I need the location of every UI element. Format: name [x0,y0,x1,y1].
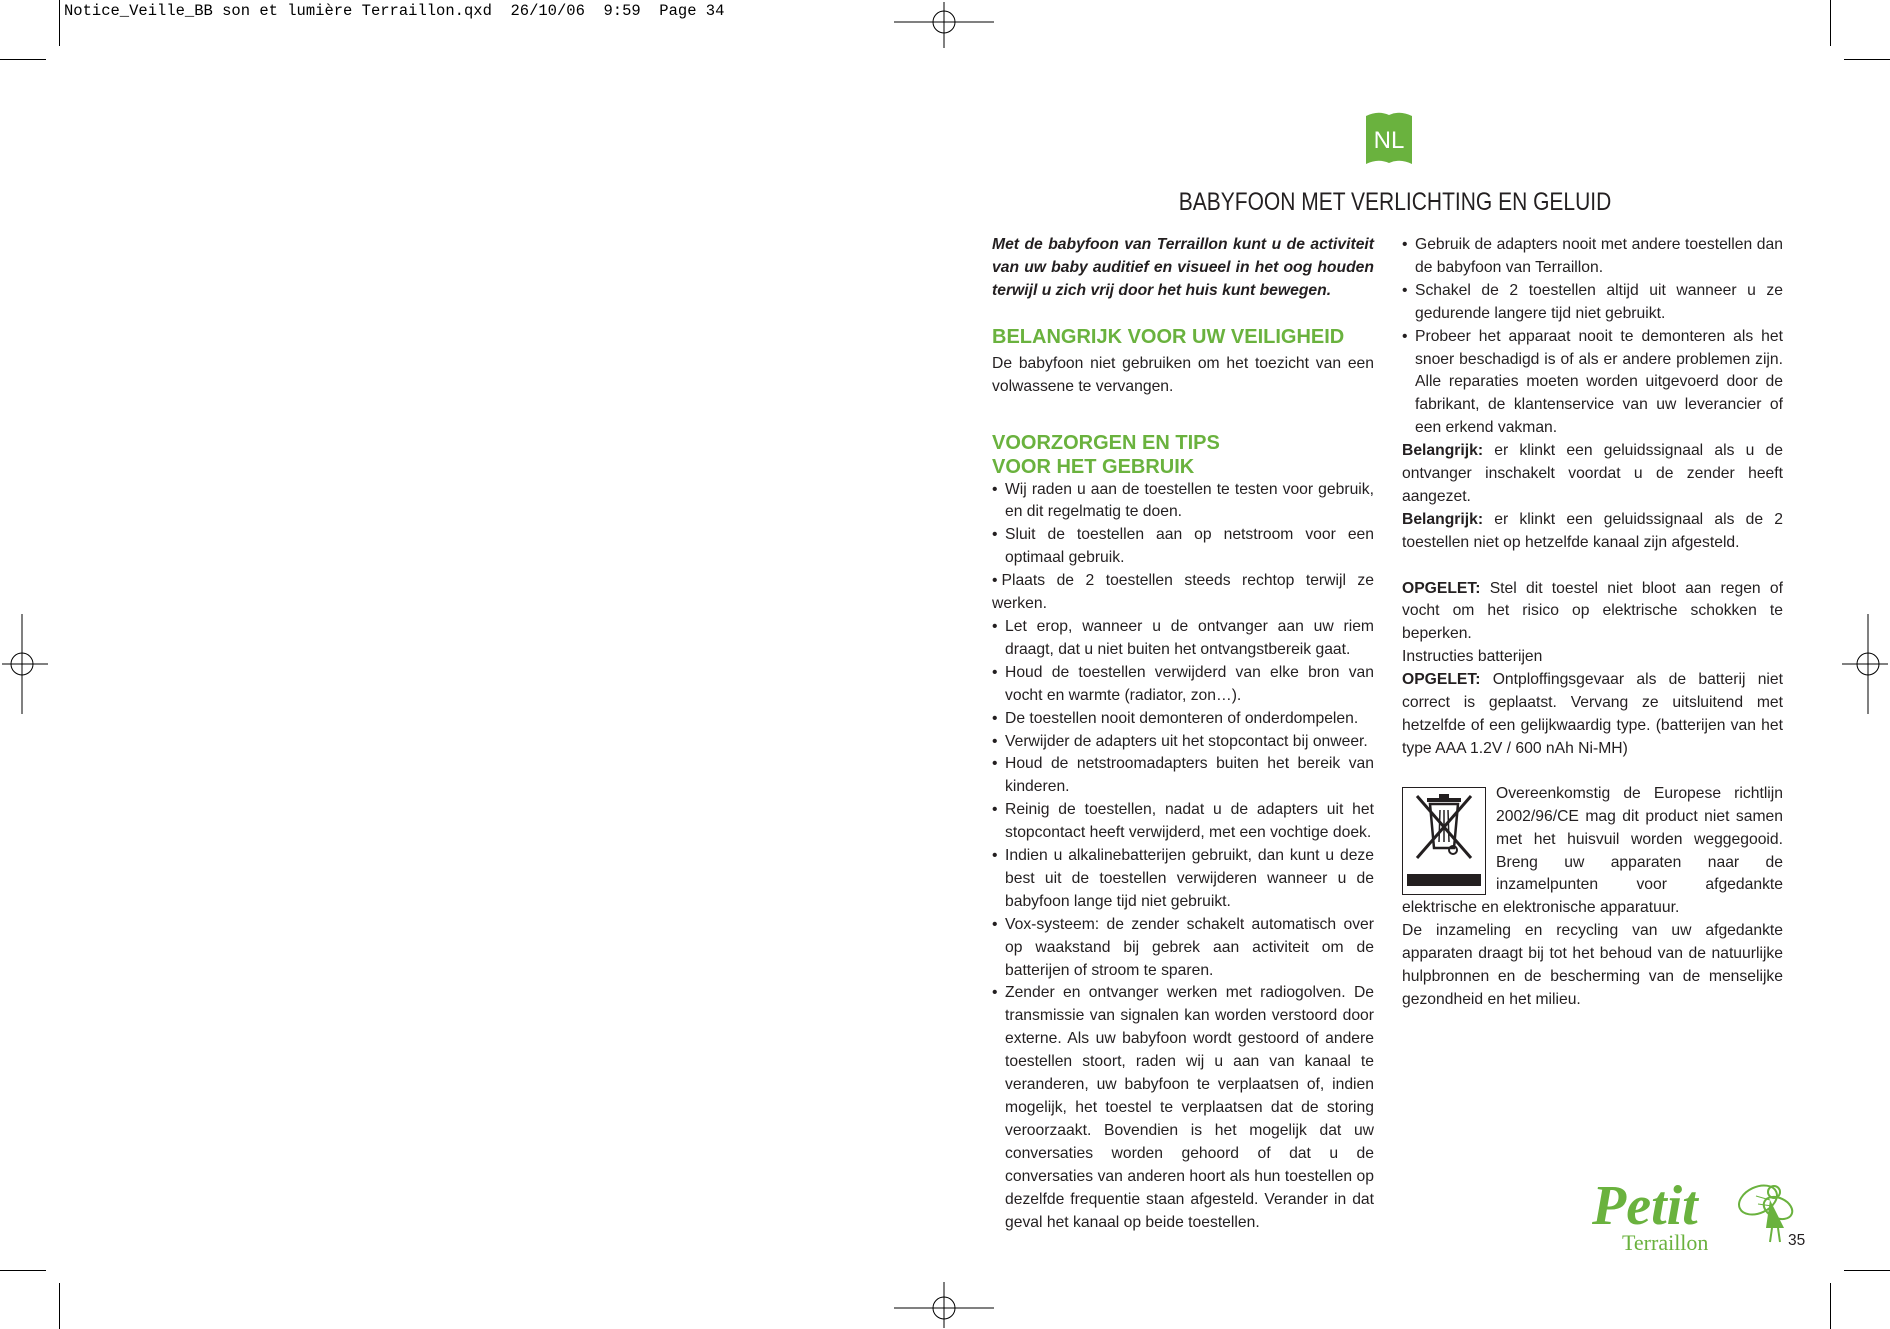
list-item: • Vox-systeem: de zender schakelt automatisch over op waakstand bij gebrek aan activiteit om de batterijen of stroom te sparen. [992,914,1374,983]
warning-label: OPGELET: [1402,579,1481,597]
brand-logo-petit: Petit [1592,1175,1698,1237]
crossed-bin-icon [1403,788,1485,894]
important-label: Belangrijk: [1402,510,1484,528]
warning-text: Stel dit toestel niet bloot aan regen of vocht om het risico op elektrische schokken te beperken. [1402,579,1783,643]
language-badge [1364,110,1414,166]
list-item: • Reinig de toestellen, nadat u de adapters uit het stopcontact heeft verwijderd, met een vochtige doek. [992,799,1374,845]
crop-mark [0,59,46,60]
left-column [992,234,1374,1234]
intro-text: Met de babyfoon van Terraillon kunt u de activiteit van uw baby auditief en visueel in het oog houden terwijl u zich vrij door het huis kunt bewegen. [992,236,1374,299]
important-note-2 [1402,509,1783,555]
list-item: • Let erop, wanneer u de ontvanger aan uw riem draagt, dat u niet buiten het ontvangstbereik gaat. [992,616,1374,662]
weee-symbol [1402,787,1486,895]
registration-mark-top [894,2,994,48]
registration-mark-right [1842,614,1888,714]
list-item: • Houd de toestellen verwijderd van elke bron van vocht en warmte (radiator, zon…). [992,662,1374,708]
file-slug: Notice_Veille_BB son et lumière Terraillon.qxd 26/10/06 9:59 Page 34 [64,2,725,20]
important-text: er klinkt een geluidssignaal als de 2 toestellen niet op hetzelfde kanaal zijn afgesteld. [1402,510,1783,551]
list-item-text: Plaats de 2 toestellen steeds rechtop terwijl ze werken. [992,572,1374,613]
tips-heading [992,431,1374,479]
safety-heading: BELANGRIJK VOOR UW VEILIGHEID [992,325,1345,348]
tips-heading-line2: VOOR HET GEBRUIK [992,455,1195,478]
warning-text: Ontploffingsgevaar als de batterij niet correct is geplaatst. Vervang ze uitsluitend met hetzelfde of een gelijkwaardig type. (batterijen van het type AAA 1.2V / 600 nAh Ni-MH) [1402,671,1783,757]
registration-mark-bottom [894,1282,994,1328]
brand-logo-terraillon: Terraillon [1622,1230,1709,1255]
right-tips-list [1402,234,1783,440]
warning-note-1 [1402,578,1783,647]
crop-mark [1844,1270,1890,1271]
list-item: • Sluit de toestellen aan op netstroom voor een optimaal gebruik. [992,524,1374,570]
weee-text: Overeenkomstig de Europese richtlijn 2002/96/CE mag dit product niet samen met het huisvuil worden weggegooid. Breng uw apparaten naar de inzamelpunten voor afgedankte elektrische en elektronische apparatuur. [1402,784,1783,917]
crop-mark [1844,59,1890,60]
crop-mark [1830,0,1831,46]
page-number: 35 [1788,1232,1806,1249]
batteries-heading: Instructies batterijen [1402,648,1543,666]
crop-mark [1830,1283,1831,1329]
recycling-text: De inzameling en recycling van uw afgedankte apparaten draagt bij tot het behoud van de natuurlijke hulpbronnen en de bescherming van de menselijke gezondheid en het milieu. [1402,922,1783,1008]
list-item: • Schakel de 2 toestellen altijd uit wanneer u ze gedurende langere tijd niet gebruikt. [1402,280,1783,326]
warning-label: OPGELET: [1402,671,1481,689]
page-title: BABYFOON MET VERLICHTING EN GELUID [1178,188,1612,216]
list-item: • Gebruik de adapters nooit met andere toestellen dan de babyfoon van Terraillon. [1402,234,1783,280]
list-item: • De toestellen nooit demonteren of onderdompelen. [992,708,1374,731]
important-note-1 [1402,440,1783,509]
crop-mark [59,1283,60,1329]
brand-logo [1590,1170,1800,1256]
tips-list [992,479,1374,1235]
safety-text: De babyfoon niet gebruiken om het toezicht van een volwassene te vervangen. [992,354,1374,395]
list-item: • Plaats de 2 toestellen steeds rechtop terwijl ze werken. [992,572,1374,613]
list-item: • Verwijder de adapters uit het stopcontact bij onweer. [992,731,1374,754]
crop-mark [59,0,60,46]
list-item: • Zender en ontvanger werken met radiogolven. De transmissie van signalen kan worden verstoord door externe. Als uw babyfoon wordt gestoord of andere toestellen stoort, raden wij u aan van kanaal te veranderen, uw babyfoon te verplaatsen of, indien mogelijk, het toestel te verplaatsen dat de storing veroorzaakt. Bovendien is het mogelijk dat uw conversaties worden gehoord of dat u de conversaties van anderen hoort als hun toestellen op dezelfde frequentie staan afgesteld. Verander in dat geval het kanaal op beide toestellen. [992,982,1374,1234]
fairy-icon [1734,1180,1795,1242]
tips-heading-line1: VOORZORGEN EN TIPS [992,431,1220,454]
crop-mark [0,1270,46,1271]
list-item: • Wij raden u aan de toestellen te testen voor gebruik, en dit regelmatig te doen. [992,479,1374,525]
list-item: • Indien u alkalinebatterijen gebruikt, dan kunt u deze best uit de toestellen verwijderen wanneer u de babyfoon lange tijd niet gebruikt. [992,845,1374,914]
list-item: • Probeer het apparaat nooit te demonteren als het snoer beschadigd is of als er andere problemen zijn. Alle reparaties moeten worden uitgevoerd door de fabrikant, de klantenservice van uw leverancier of een erkend vakman. [1402,326,1783,441]
registration-mark-left [2,614,48,714]
language-badge-label: NL [1373,127,1405,154]
warning-note-2 [1402,669,1783,761]
important-text: er klinkt een geluidssignaal als u de ontvanger inschakelt voordat u de zender heeft aangezet. [1402,442,1783,505]
list-item: • Houd de netstroomadapters buiten het bereik van kinderen. [992,753,1374,799]
important-label: Belangrijk: [1402,442,1484,460]
weee-section [1402,783,1783,1012]
right-column [1402,234,1783,1012]
